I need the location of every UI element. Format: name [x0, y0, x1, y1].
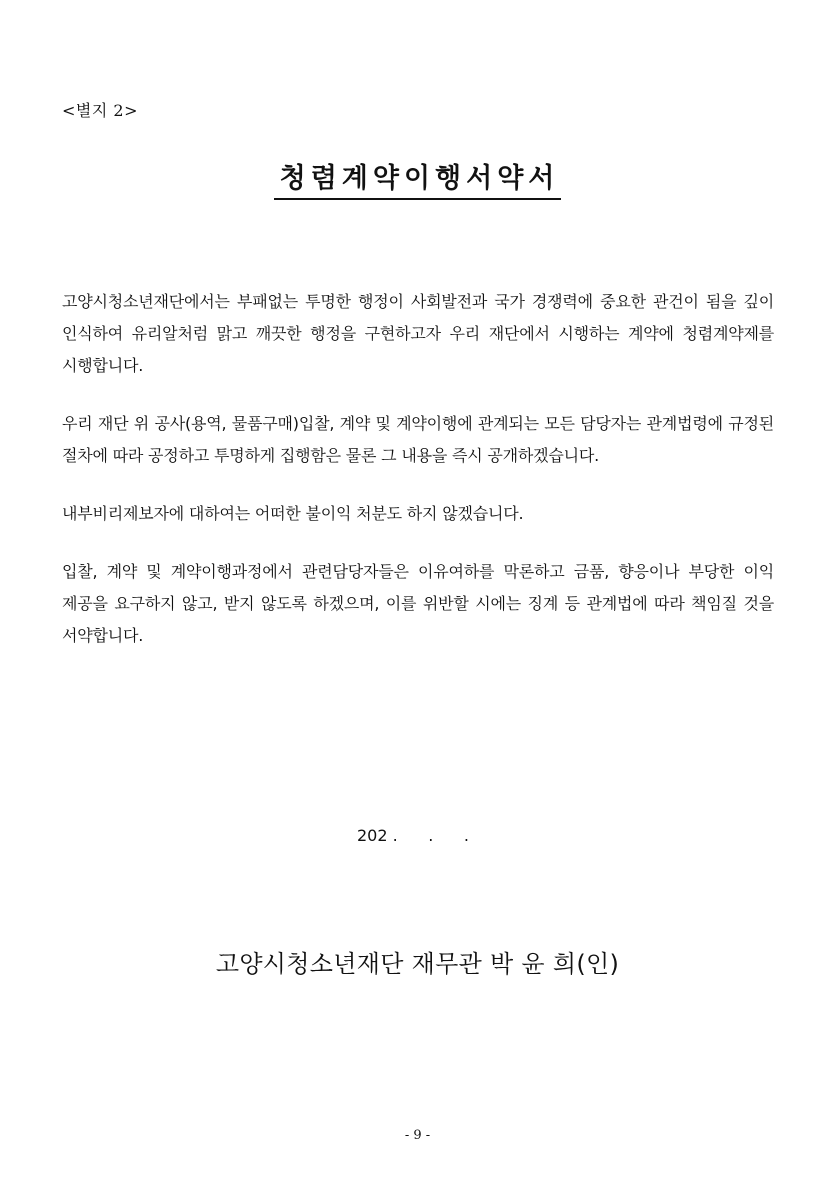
page-number: - 9 -	[404, 1128, 431, 1143]
paragraph-4: 입찰, 계약 및 계약이행과정에서 관련담당자들은 이유여하를 막론하고 금품, 향응이나 부당한 이익 제공을 요구하지 않고, 받지 않도록 하겠으며, 이를 위반할 시에는 징계 등 관계법에 따라 책임질 것을 서약합니다.	[62, 562, 774, 645]
paragraph-2: 우리 재단 위 공사(용역, 물품구매)입찰, 계약 및 계약이행에 관계되는 모든 담당자는 관계법령에 규정된 절차에 따라 공정하고 투명하게 집행함은 물론 그 내용을 즉시 공개하겠습니다.	[62, 414, 774, 465]
date-line: 202 . . .	[357, 826, 469, 845]
document-title: 청렴계약이행서약서	[274, 156, 562, 200]
document-body	[62, 286, 774, 678]
paragraph-1: 고양시청소년재단에서는 부패없는 투명한 행정이 사회발전과 국가 경쟁력에 중요한 관건이 됨을 깊이 인식하여 유리알처럼 맑고 깨끗한 행정을 구현하고자 우리 재단에서 시행하는 계약에 청렴계약제를 시행합니다.	[62, 292, 774, 375]
signature-line: 고양시청소년재단 재무관 박 윤 희(인)	[215, 950, 620, 978]
annex-label: <별지 2>	[62, 101, 138, 120]
paragraph-3: 내부비리제보자에 대하여는 어떠한 불이익 처분도 하지 않겠습니다.	[62, 504, 524, 523]
document-title-wrapper	[0, 156, 835, 200]
